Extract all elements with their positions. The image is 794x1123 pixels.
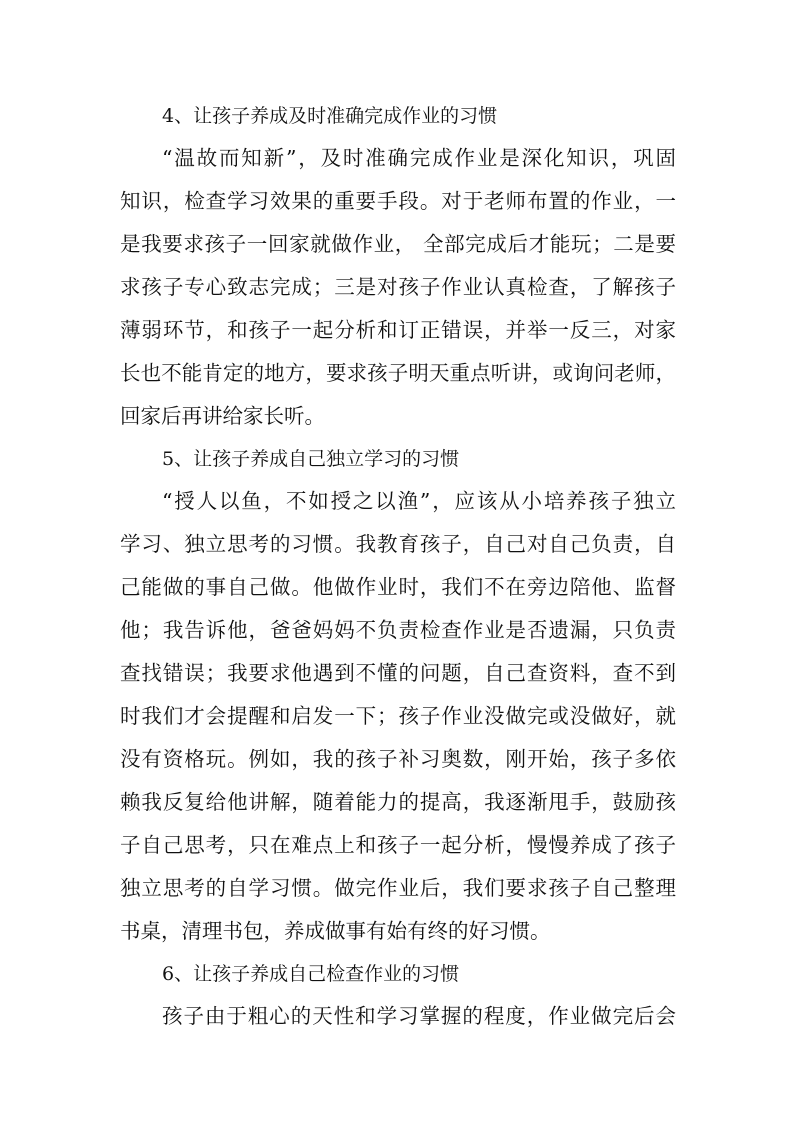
text-line: 学习、独立思考的习惯。我教育孩子，自己对自己负责，自 [120,532,676,556]
section-heading-6: 6、让孩子养成自己检查作业的习惯 [162,963,460,985]
text-line: “温故而知新”，及时准确完成作业是深化知识，巩固 [162,146,676,170]
text-line: 赖我反复给他讲解，随着能力的提高，我逐渐甩手，鼓励孩 [120,790,676,814]
text-line: 回家后再讲给家长听。 [120,404,325,428]
text-line: 他；我告诉他，爸爸妈妈不负责检查作业是否遗漏，只负责 [120,618,676,642]
text-line: 没有资格玩。例如，我的孩子补习奥数，刚开始，孩子多依 [120,747,676,771]
section-heading-4: 4、让孩子养成及时准确完成作业的习惯 [162,105,498,127]
text-line: 薄弱环节，和孩子一起分析和订正错误，并举一反三，对家 [120,318,676,342]
text-line: 书桌，清理书包，养成做事有始有终的好习惯。 [120,919,551,943]
text-line: 是我要求孩子一回家就做作业， 全部完成后才能玩；二是要 [120,232,676,256]
text-line: 长也不能肯定的地方，要求孩子明天重点听讲，或询问老师， [120,361,676,385]
paragraph-section-6 [120,1004,676,1029]
document-body [120,104,676,1047]
text-line: 时我们才会提醒和启发一下；孩子作业没做完或没做好，就 [120,704,676,728]
text-line: 孩子由于粗心的天性和学习掌握的程度，作业做完后会 [162,1004,676,1028]
text-line: 查找错误；我要求他遇到不懂的问题，自己查资料，查不到 [120,661,676,685]
text-line: 求孩子专心致志完成；三是对孩子作业认真检查，了解孩子 [120,275,676,299]
paragraph-section-5 [120,489,676,944]
paragraph-section-4 [120,146,676,429]
section-heading-5: 5、让孩子养成自己独立学习的习惯 [162,448,460,470]
text-line: 己能做的事自己做。他做作业时，我们不在旁边陪他、监督 [120,575,676,599]
text-line: 知识，检查学习效果的重要手段。对于老师布置的作业，一 [120,189,676,213]
text-line: 独立思考的自学习惯。做完作业后，我们要求孩子自己整理 [120,876,676,900]
text-line: 子自己思考，只在难点上和孩子一起分析，慢慢养成了孩子 [120,833,676,857]
text-line: “授人以鱼，不如授之以渔”，应该从小培养孩子独立 [162,489,676,513]
